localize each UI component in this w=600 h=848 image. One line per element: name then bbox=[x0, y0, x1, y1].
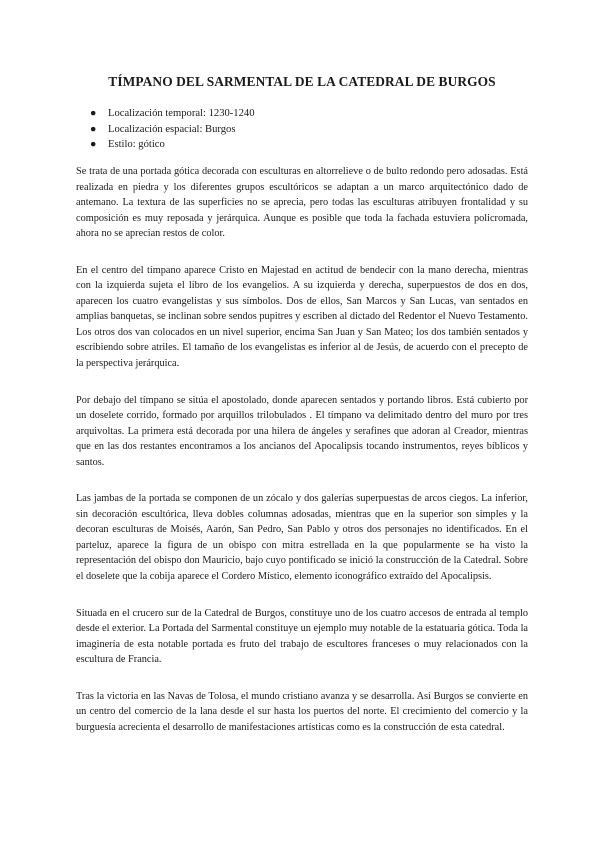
metadata-item-spatial bbox=[76, 122, 255, 138]
metadata-label-temporal: Localización temporal: 1230-1240 bbox=[108, 108, 255, 119]
metadata-item-temporal bbox=[76, 106, 255, 122]
bullet-icon: ● bbox=[90, 123, 97, 135]
page-title: TÍMPANO DEL SARMENTAL DE LA CATEDRAL DE BURGOS bbox=[108, 74, 496, 89]
paragraph-jambs: Las jambas de la portada se componen de un zócalo y dos galerías superpuestas de arcos ciegos. La inferior, sin decoración escultórica, lleva dobles columnas adosadas, mientras que en la superior son simples y la decoran esculturas de Moisés, Aarón, San Pedro, San Pablo y otros dos personajes no identificados. En el parteluz, aparece la figura de un obispo con mitra estrellada en la que popularmente se ha visto la representación del obispo don Mauricio, bajo cuyo pontificado se inició la construcción de la Catedral. Sobre el doselete que la cobija aparece el Cordero Místico, elemento iconográfico extraído del Apocalipsis. bbox=[76, 493, 528, 583]
metadata-label-spatial: Localización espacial: Burgos bbox=[108, 123, 236, 135]
metadata-item-style bbox=[76, 137, 255, 153]
paragraph-tympanum: En el centro del tímpano aparece Cristo en Majestad en actitud de bendecir con la mano derecha, mientras con la izquierda sujeta el libro de los evangelios. A su izquierda y derecha, superpuestos de dos en dos, aparecen los cuatro evangelistas y sus símbolos. Dos de ellos, San Marcos y San Lucas, van sentados en amplias banquetas, se inclinan sobre sendos pupitres y escriben al dictado del Redentor el Nuevo Testamento. Los otros dos van colocados en un nivel superior, encima San Juan y San Mateo; los dos también sentados y escribiendo sobre atriles. El tamaño de los evangelistas es inferior al de Jesús, de acuerdo con el precepto de la perspectiva jerárquica. bbox=[76, 264, 528, 370]
metadata-list bbox=[76, 106, 255, 153]
paragraph-description: Se trata de una portada gótica decorada con esculturas en altorrelieve o de bulto redondo pero adosadas. Está realizada en piedra y los diferentes grupos escultóricos se adaptan a un marco arquitectónico dado de antemano. La textura de las superficies no se aprecia, pero todas las esculturas atribuyen frontalidad y su composición es muy reposada y jerárquica. Aunque es posible que toda la fachada estuviera policromada, ahora no se aprecian restos de color. bbox=[76, 166, 528, 240]
paragraph-apostles: Por debajo del tímpano se sitúa el apostolado, donde aparecen sentados y portando libros. Está cubierto por un doselete corrido, formado por arquillos trilobulados . El tímpano va delimitado dentro del muro por tres arquivoltas. La primera está decorada por una hilera de ángeles y serafines que adoran al Creador, mientras que en las dos restantes encontramos a los ancianos del Apocalipsis tocando instrumentos, reyes bíblicos y santos. bbox=[76, 394, 528, 468]
paragraph-location: Situada en el crucero sur de la Catedral de Burgos, constituye uno de los cuatro accesos de entrada al templo desde el exterior. La Portada del Sarmental constituye un ejemplo muy notable de la estatuaria gótica. Toda la imaginería de esta notable portada es fruto del trabajo de escultores franceses o muy relacionados con la escultura de Francia. bbox=[76, 607, 528, 666]
bullet-icon: ● bbox=[90, 108, 97, 119]
bullet-icon: ● bbox=[90, 139, 97, 150]
metadata-label-style: Estilo: gótico bbox=[108, 139, 165, 150]
paragraph-context: Tras la victoria en las Navas de Tolosa, el mundo cristiano avanza y se desarrolla. Así Burgos se convierte en un centro del comercio de la lana desde el sur hasta los puertos del norte. El crecimiento del comercio y la burguesía acrecienta el desarrollo de manifestaciones artísticas como es la construcción de esta catedral. bbox=[76, 690, 528, 733]
body-text bbox=[76, 164, 528, 756]
